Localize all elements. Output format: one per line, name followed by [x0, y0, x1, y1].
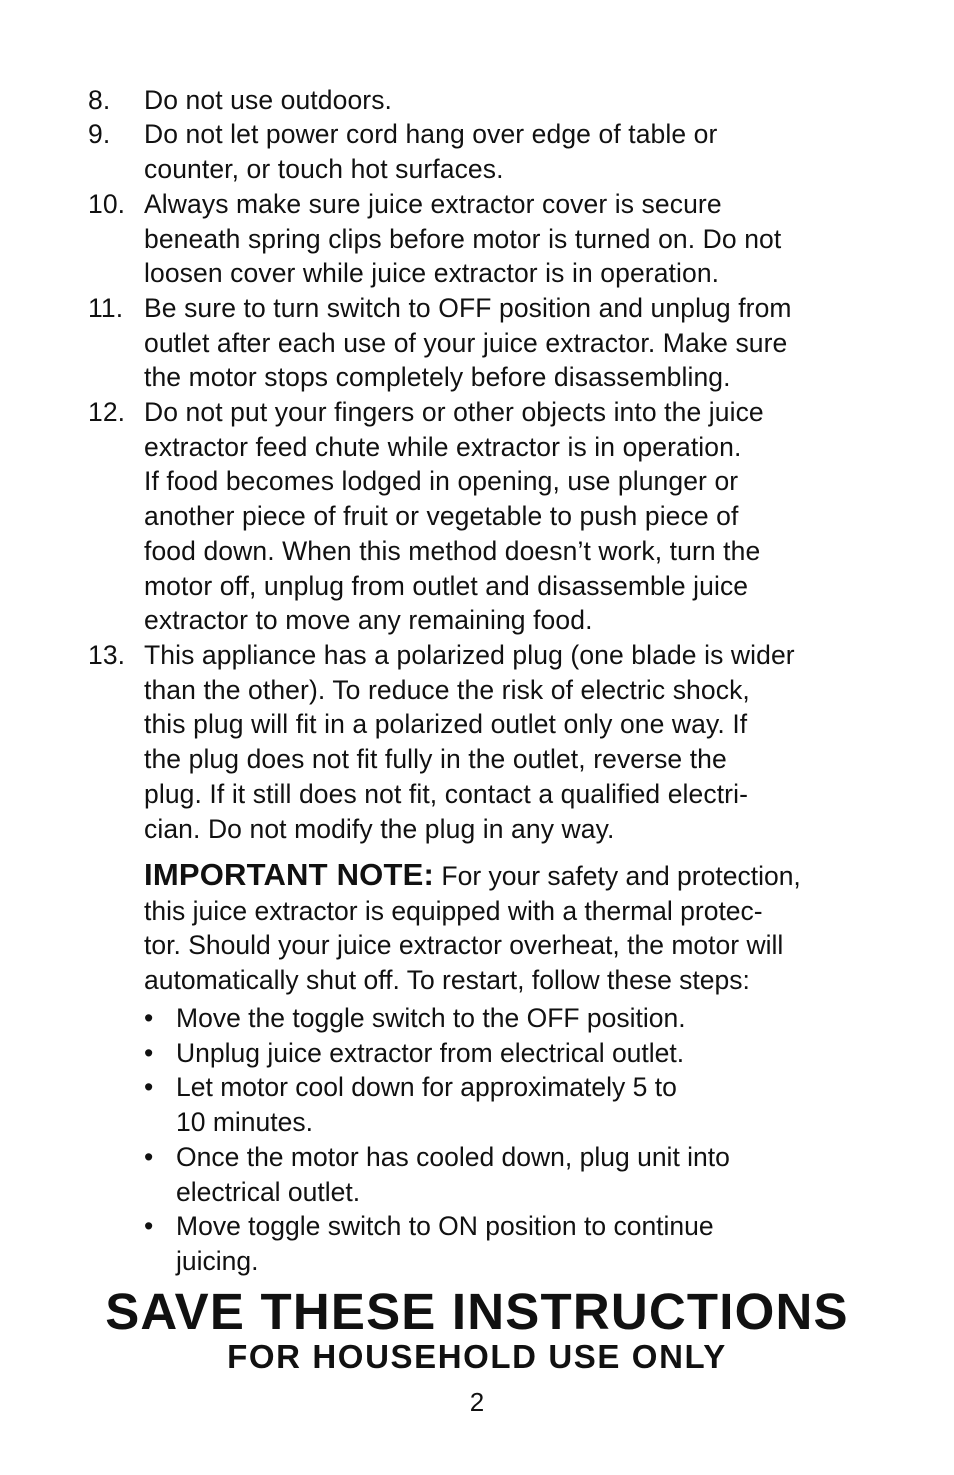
safety-item-12 [88, 395, 898, 638]
restart-step [144, 1140, 904, 1209]
item-text: Be sure to turn switch to OFF position and unplug from outlet after each use of your juice extractor. Make sure the motor stops completely before disassembling. [144, 293, 792, 393]
item-number: 11. [88, 293, 124, 323]
item-text: This appliance has a polarized plug (one blade is wider than the other). To reduce the risk of electric shock, this plug will fit in a polarized outlet only one way. If the plug does not fit fully in the outlet, reverse the plug. If it still does not fit, contact a qualified electri- cian. Do not modify the plug in any way. [144, 640, 795, 844]
item-text: Always make sure juice extractor cover is secure beneath spring clips before motor is turned on. Do not loosen cover while juice extractor is in operation. [144, 189, 782, 289]
safety-item-8 [88, 83, 898, 118]
step-text: Move the toggle switch to the OFF position. [176, 1003, 686, 1033]
save-instructions-title: SAVE THESE INSTRUCTIONS [105, 1283, 849, 1340]
page-number: 2 [469, 1387, 485, 1417]
important-note [144, 858, 904, 998]
safety-item-11 [88, 291, 898, 395]
bullet-icon: • [144, 1141, 154, 1172]
item-number: 8. [88, 85, 111, 115]
item-number: 10. [88, 189, 126, 219]
item-number: 13. [88, 640, 126, 670]
safety-item-9 [88, 117, 898, 186]
bullet-icon: • [144, 1211, 154, 1242]
item-number: 12. [88, 397, 126, 427]
item-number: 9. [88, 119, 111, 149]
restart-step [144, 1036, 904, 1071]
safety-item-13 [88, 638, 898, 846]
safety-item-10 [88, 187, 898, 291]
bullet-icon: • [144, 1037, 154, 1068]
bullet-icon: • [144, 1003, 154, 1033]
bullet-icon: • [144, 1072, 154, 1103]
household-use-subtitle: FOR HOUSEHOLD USE ONLY [227, 1338, 727, 1375]
item-text: Do not put your fingers or other objects into the juice extractor feed chute while extractor is in operation. If food becomes lodged in opening, use plunger or another piece of fruit or vegetable to push piece of food down. When this method doesn’t work, turn the motor off, unplug from outlet and disassemble juice extractor to move any remaining food. [144, 397, 764, 636]
restart-step [144, 1070, 904, 1139]
important-note-heading: IMPORTANT NOTE: [144, 857, 435, 892]
item-text: Do not use outdoors. [144, 85, 393, 115]
item-text: Do not let power cord hang over edge of table or counter, or touch hot surfaces. [144, 119, 718, 184]
step-text: Once the motor has cooled down, plug unit into electrical outlet. [176, 1141, 730, 1207]
restart-step [144, 1209, 904, 1278]
step-text: Move toggle switch to ON position to continue juicing. [176, 1211, 714, 1276]
restart-step [144, 1001, 904, 1036]
step-text: Let motor cool down for approximately 5 to 10 minutes. [176, 1072, 677, 1138]
important-note-text: For your safety and protection, this juice extractor is equipped with a thermal protec- tor. Should your juice extractor overheat, the motor will automatically shut off. To restart, follow these steps: [144, 861, 801, 996]
restart-steps-list [144, 1001, 904, 1279]
step-text: Unplug juice extractor from electrical outlet. [176, 1037, 685, 1068]
